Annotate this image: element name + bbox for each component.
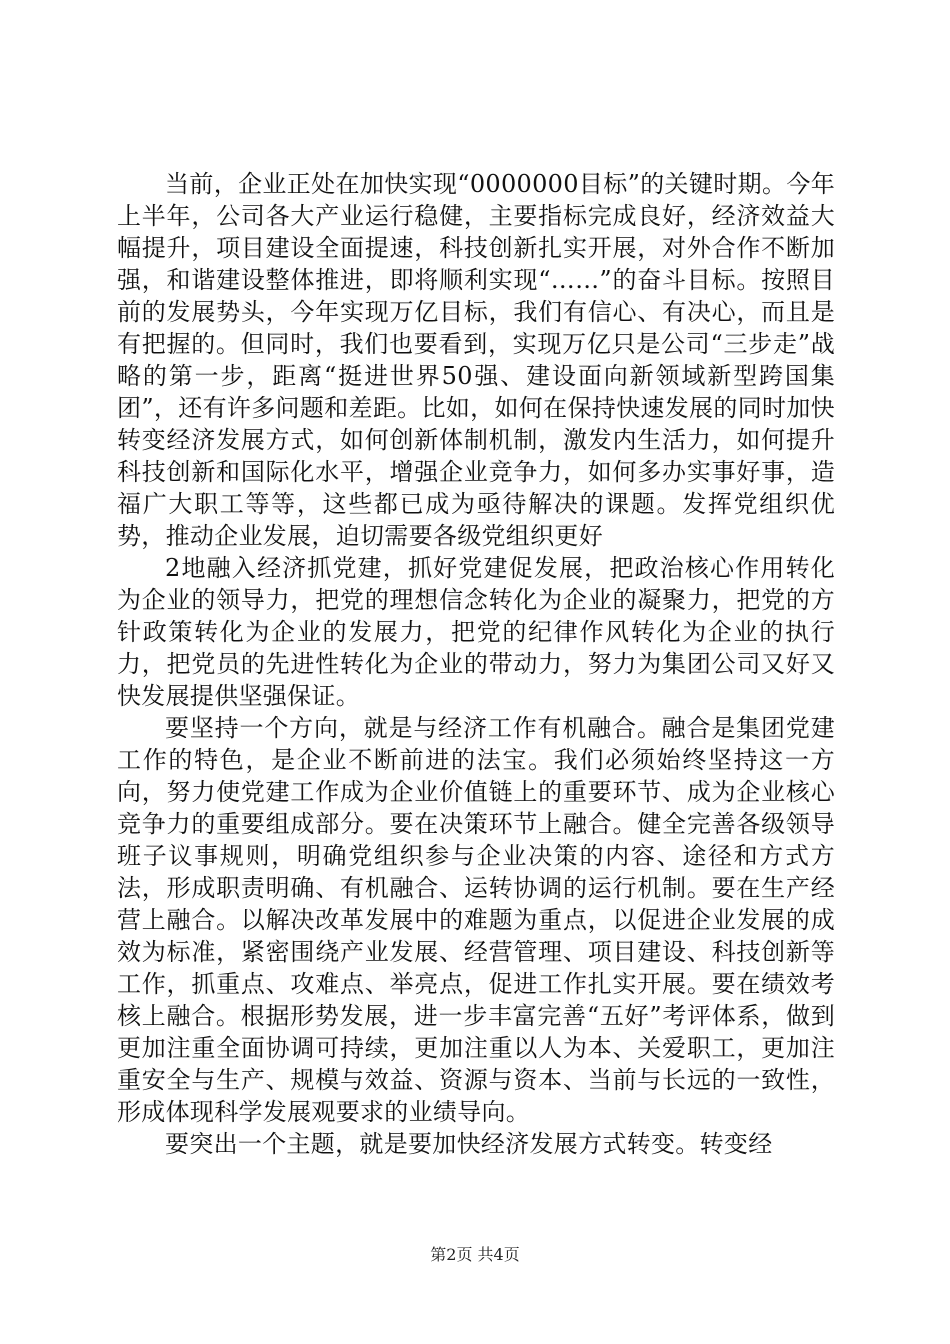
paragraph-2: 2地融入经济抓党建，抓好党建促发展，把政治核心作用转化为企业的领导力，把党的理想信念转化为企业的凝聚力，把党的方针政策转化为企业的发展力，把党的纪律作风转化为企业的执行力，把党员的先进性转化为企业的带动力，努力为集团公司又好又快发展提供坚强保证。 [117, 554, 835, 710]
document-body [117, 168, 835, 1160]
paragraph-1: 当前，企业正处在加快实现“0000000目标”的关键时期。今年上半年，公司各大产业运行稳健，主要指标完成良好，经济效益大幅提升，项目建设全面提速，科技创新扎实开展，对外合作不断加强，和谐建设整体推进，即将顺利实现“……”的奋斗目标。按照目前的发展势头，今年实现万亿目标，我们有信心、有决心，而且是有把握的。但同时，我们也要看到，实现万亿只是公司“三步走”战略的第一步，距离“挺进世界50强、建设面向新领域新型跨国集团”，还有许多问题和差距。比如，如何在保持快速发展的同时加快转变经济发展方式，如何创新体制机制，激发内生活力，如何提升科技创新和国际化水平，增强企业竞争力，如何多办实事好事，造福广大职工等等，这些都已成为亟待解决的课题。发挥党组织优势，推动企业发展，迫切需要各级党组织更好 [117, 170, 835, 550]
paragraph-3: 要坚持一个方向，就是与经济工作有机融合。融合是集团党建工作的特色，是企业不断前进的法宝。我们必须始终坚持这一方向，努力使党建工作成为企业价值链上的重要环节、成为企业核心竞争力的重要组成部分。要在决策环节上融合。健全完善各级领导班子议事规则，明确党组织参与企业决策的内容、途径和方式方法，形成职责明确、有机融合、运转协调的运行机制。要在生产经营上融合。以解决改革发展中的难题为重点，以促进企业发展的成效为标准，紧密围绕产业发展、经营管理、项目建设、科技创新等工作，抓重点、攻难点、举亮点，促进工作扎实开展。要在绩效考核上融合。根据形势发展，进一步丰富完善“五好”考评体系，做到更加注重全面协调可持续，更加注重以人为本、关爱职工，更加注重安全与生产、规模与效益、资源与资本、当前与长远的一致性，形成体现科学发展观要求的业绩导向。 [117, 714, 835, 1126]
paragraph-4: 要突出一个主题，就是要加快经济发展方式转变。转变经 [165, 1130, 773, 1158]
page-number-footer: 第2页 共4页 [430, 1245, 520, 1264]
